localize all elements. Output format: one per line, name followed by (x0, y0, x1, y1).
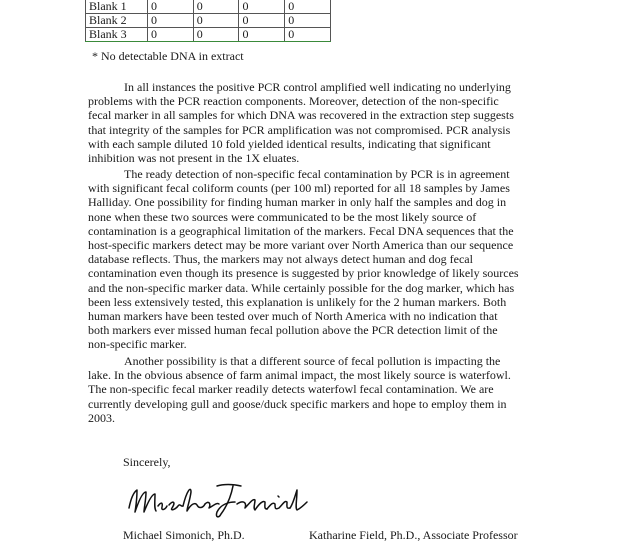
closing-salutation: Sincerely, (123, 455, 171, 469)
table-footnote: * No detectable DNA in extract (92, 49, 244, 63)
table-row (86, 14, 331, 28)
table-cell: 0 (193, 0, 239, 14)
text-line: 2003. (88, 410, 115, 425)
text-line: none when these two sources were communicated to be the most likely source of (88, 209, 477, 224)
text-line: problems with the PCR reaction components. Moreover, detection of the non-specific (88, 94, 499, 109)
text-line: human markers have been tested over much of North America with no indication that (88, 309, 498, 324)
text-line: Another possibility is that a different source of fecal pollution is impacting the (124, 354, 501, 368)
table-cell: 0 (239, 0, 285, 14)
row-label: Blank 1 (86, 0, 148, 14)
row-label: Blank 2 (86, 14, 148, 28)
blank-results-table (85, 0, 331, 42)
table-cell: 0 (148, 28, 194, 42)
text-line: and the non-specific marker data. While certainly possible for the dog marker, which has (88, 280, 515, 295)
row-label: Blank 3 (86, 28, 148, 42)
text-line: been less extensively tested, this explanation is unlikely for the 2 human markers. Both (88, 294, 507, 309)
text-line: currently developing gull and goose/duck specific markers and hope to employ them in (88, 396, 507, 411)
signer-name-left: Michael Simonich, Ph.D. (123, 528, 245, 542)
table-row (86, 28, 331, 42)
paragraph-waterfowl-source (88, 354, 511, 425)
text-line: Halliday. One possibility for finding human marker in only half the samples and dog in (88, 195, 507, 210)
text-line: both markers ever missed human fecal pollution above the PCR detection limit of the (88, 323, 498, 338)
table-cell: 0 (193, 14, 239, 28)
text-line: with significant fecal coliform counts (per 100 ml) reported for all 18 samples by James (88, 181, 510, 196)
table-cell: 0 (285, 28, 331, 42)
text-line: The ready detection of non-specific fecal contamination by PCR is in agreement (124, 167, 510, 181)
text-line: non-specific marker. (88, 337, 187, 352)
handwritten-signature (125, 478, 315, 522)
text-line: contamination is a geographical limitation of the markers. Fecal DNA sequences that the (88, 223, 514, 238)
table-cell: 0 (193, 28, 239, 42)
text-line: with each sample diluted 10 fold yielded identical results, indicating that significant (88, 136, 491, 151)
text-line: lake. In the obvious absence of farm animal impact, the most likely source is waterfowl. (88, 368, 511, 383)
text-line: database reflects. Thus, the markers may not always detect human and dog fecal (88, 252, 473, 267)
text-line: inhibition was not present in the 1X eluates. (88, 151, 300, 166)
table-cell: 0 (239, 28, 285, 42)
text-line: fecal marker in all samples for which DNA was recovered in the extraction step suggests (88, 108, 514, 123)
table-cell: 0 (148, 0, 194, 14)
text-line: host-specific markers detect may be more variant over North America than our sequence (88, 238, 514, 253)
text-line: In all instances the positive PCR control amplified well indicating no underlying (124, 80, 511, 94)
signer-name-right: Katharine Field, Ph.D., Associate Professor (309, 528, 518, 542)
table-cell: 0 (239, 14, 285, 28)
table-cell: 0 (285, 14, 331, 28)
table-row (86, 0, 331, 14)
paragraph-detection-discussion (88, 167, 519, 352)
table-cell: 0 (285, 0, 331, 14)
text-line: that integrity of the samples for PCR amplification was not compromised. PCR analysis (88, 122, 511, 137)
text-line: contamination even though its presence is suggested by prior knowledge of likely sources (88, 266, 519, 281)
text-line: The non-specific fecal marker readily detects waterfowl fecal contamination. We are (88, 382, 494, 397)
paragraph-pcr-control (88, 80, 514, 166)
table-cell: 0 (148, 14, 194, 28)
